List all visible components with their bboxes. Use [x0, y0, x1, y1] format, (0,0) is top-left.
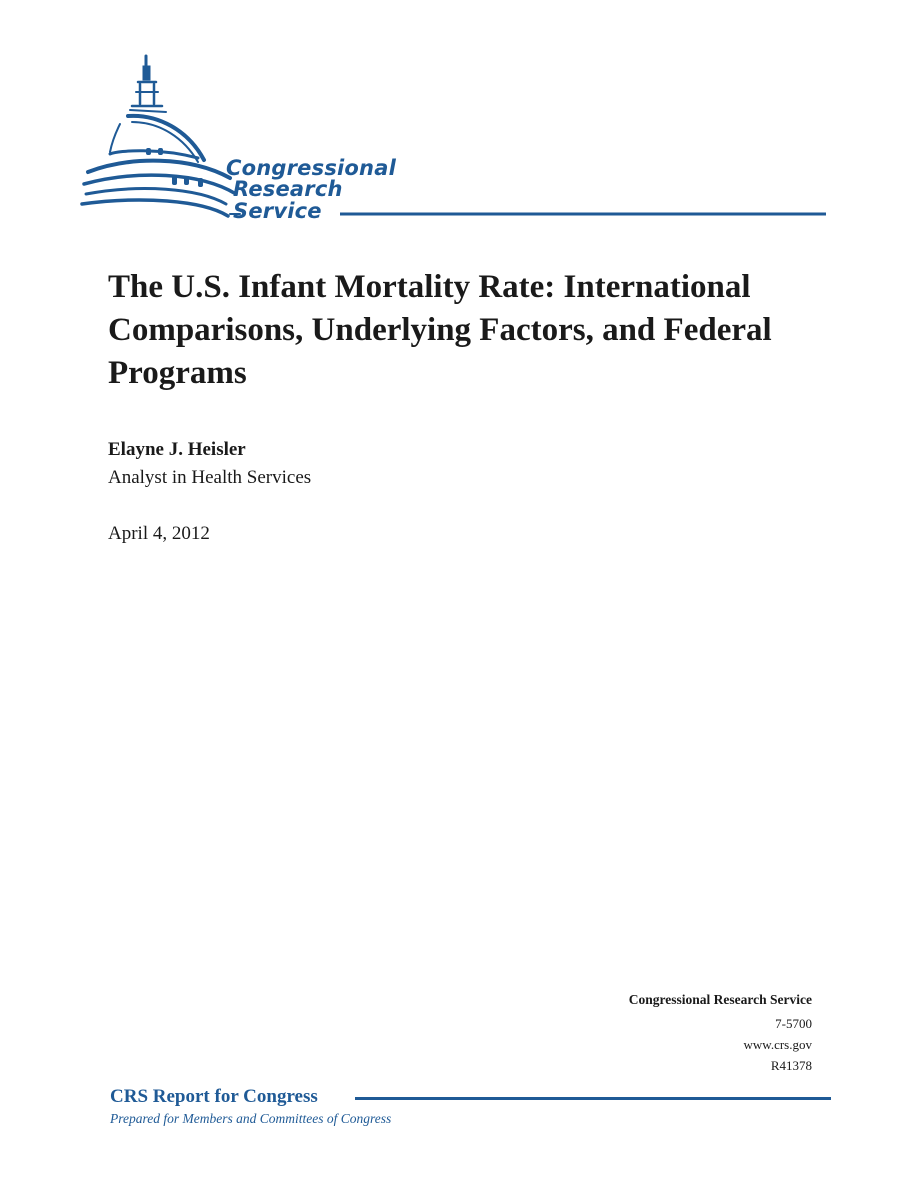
footer-subtitle: Prepared for Members and Committees of Congress	[110, 1111, 392, 1126]
author-name: Elayne J. Heisler	[108, 439, 246, 460]
crs-report-number: R41378	[770, 1058, 812, 1073]
crs-website: www.crs.gov	[743, 1037, 812, 1052]
logo-text-congressional: Congressional	[226, 156, 396, 180]
logo-text-service: Service	[233, 199, 322, 223]
logo-text-research: Research	[233, 177, 343, 201]
publication-date: April 4, 2012	[108, 523, 210, 544]
crs-logo	[80, 52, 830, 227]
footer-divider	[355, 1097, 831, 1100]
report-title: The U.S. Infant Mortality Rate: International Comparisons, Underlying Factors, and Federal Programs	[108, 269, 772, 391]
crs-phone: 7-5700	[775, 1016, 812, 1031]
author-role: Analyst in Health Services	[108, 467, 312, 488]
footer-title: CRS Report for Congress	[110, 1086, 318, 1107]
capitol-dome-icon	[80, 52, 830, 227]
crs-organization: Congressional Research Service	[628, 992, 812, 1007]
crs-info-block	[629, 989, 812, 1076]
